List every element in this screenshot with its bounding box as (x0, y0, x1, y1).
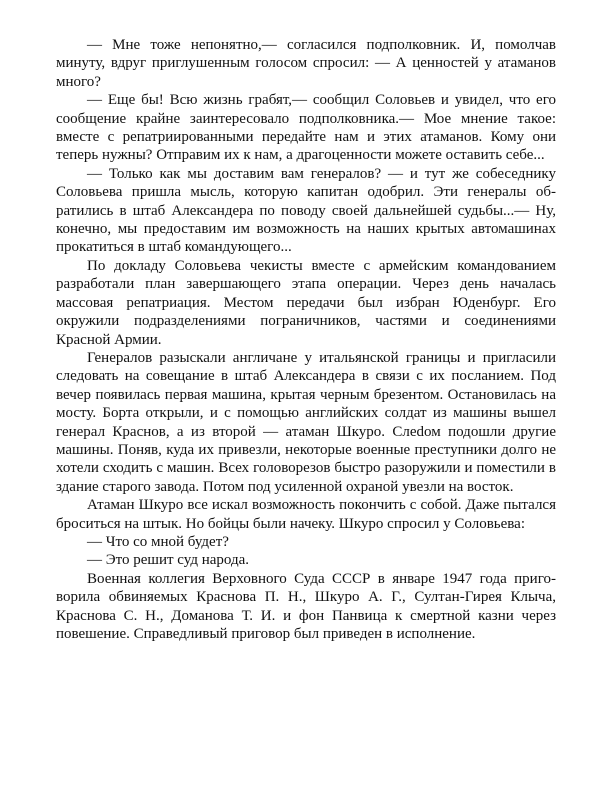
paragraph: Военная коллегия Верховного Суда СССР в январе 1947 года приговорила обвиняемых Краснова П. Н., Шкуро А. Г., Султан-Гирея Клыча, Краснова С. Н., Доманова Т. И. и фон Панвица к смертной казни через повешение. Справедливый приговор был приведен в исполнение. (56, 570, 556, 642)
paragraph: — Что со мной будет? (87, 533, 229, 550)
paragraph: — Еще бы! Всю жизнь грабят,— сообщил Соловьев и увидел, что его сообщение крайне заинтересовало подполковника.— Мое мнение такое: вместе с репатриированными передайте нам и этих атаманов. Кому они теперь нужны? Отправим их к нам, а драгоценности можете оставить себе... (56, 92, 556, 164)
paragraph: — Мне тоже непонятно,— согласился подполковник. И, помолчав минуту, вдруг приглушенным голосом спросил: — А ценностей у атаманов много? (56, 37, 556, 90)
paragraph: — Только как мы доставим вам генералов? — и тут же собеседнику Соловьева пришла мысль, которую капитан одобрил. Эти генералы обратились в штаб Александера по поводу своей дальнейшей судьбы...— Ну, конечно, мы предоставим им возможность на наших крытых автомашинах прокатиться в штаб командующего... (56, 165, 556, 256)
paragraph: Атаман Шкуро все искал возможность покончить с собой. Даже пытался броситься на штык. Но бойцы были начеку. Шкуро спросил у Соловьева: (56, 497, 556, 532)
paragraph: По докладу Соловьева чекисты вместе с армейским командованием разработали план завершающего этапа операции. Через день началась массовая репатриация. Местом передачи был избран Юденбург. Его окружили подразделениями пограничников, частями и соединениями Красной Армии. (56, 257, 556, 348)
page-text (56, 36, 556, 643)
paragraph: Генералов разыскали англичане у итальянской границы и пригласили следовать на совещание в штаб Александера в связи с их посланием. Под вечер появилась первая машина, крытая черным брезентом. Остановилась на мосту. Борта открыли, и с помощью английских солдат из машины вышел генерал Краснов, а из второй — атаман Шкуро. Слеdом подошли другие машины. Поняв, куда их привезли, некоторые военные преступники долго не хотели сходить с машин. Всех головорезов быстро разоружили и поместили в здание старого завода. Потом под усиленной охраной увезли на восток. (56, 349, 556, 495)
paragraph: — Это решит суд народа. (87, 552, 249, 569)
